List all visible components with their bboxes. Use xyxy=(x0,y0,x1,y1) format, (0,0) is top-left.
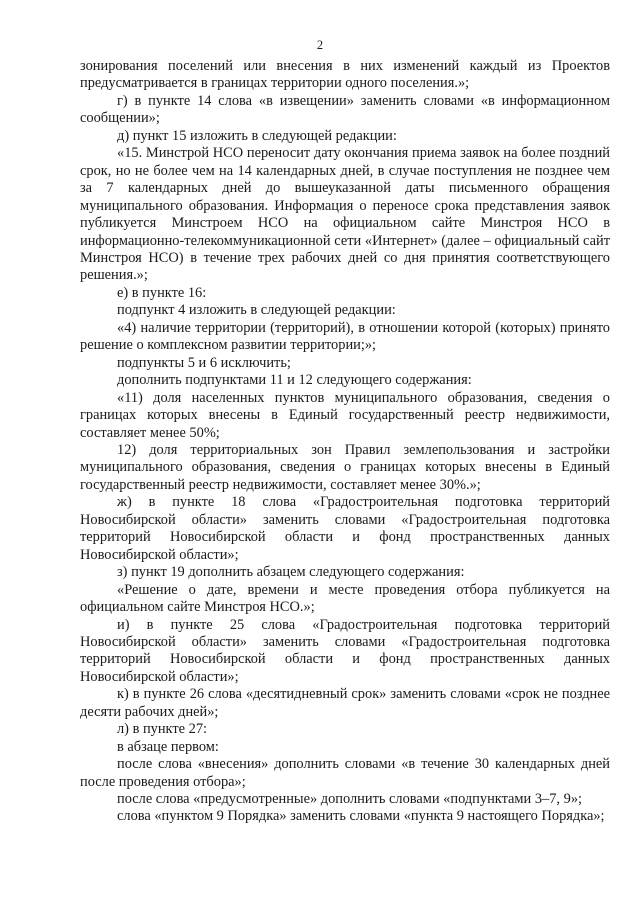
paragraph-continuation: зонирования поселений или внесения в них изменений каждый из Проектов предусматривается в границах территории одного поселения.»; xyxy=(80,58,610,92)
paragraph-item-k: к) в пункте 26 слова «десятидневный срок» заменить словами «срок не позднее десяти рабочих дней»; xyxy=(80,686,610,720)
paragraph-first-abzac: в абзаце первом: xyxy=(117,738,219,755)
paragraph-subitems-5-6: подпункты 5 и 6 исключить; xyxy=(117,354,291,371)
paragraph-item-z: з) пункт 19 дополнить абзацем следующего содержания: xyxy=(117,564,465,581)
page-number: 2 xyxy=(316,38,324,52)
paragraph-item-i: и) в пункте 25 слова «Градостроительная подготовка территорий Новосибирской области» заменить словами «Градостроительная подготовка территорий Новосибирской области и фонд пространственных данных Новосибирской области»; xyxy=(80,616,610,685)
paragraph-item-g: г) в пункте 14 слова «в извещении» заменить словами «в информационном сообщении»; xyxy=(80,92,610,127)
paragraph-item-d: д) пункт 15 изложить в следующей редакции: xyxy=(117,127,397,144)
document-body xyxy=(80,58,610,826)
paragraph-add-subitems: дополнить подпунктами 11 и 12 следующего содержания: xyxy=(117,372,472,389)
paragraph-after-vneseniya: после слова «внесения» дополнить словами «в течение 30 календарных дней после проведения отбора»; xyxy=(80,756,610,790)
paragraph-item-e: е) в пункте 16: xyxy=(117,284,207,301)
paragraph-subitem-12: 12) доля территориальных зон Правил землепользования и застройки муниципального образования, сведения о границах которых внесены в Единый государственный реестр недвижимости, составляет менее 30%.»; xyxy=(80,441,610,493)
paragraph-after-predusmotrennye: после слова «предусмотренные» дополнить словами «подпунктами 3–7, 9»; xyxy=(117,791,583,808)
paragraph-subitem-4-heading: подпункт 4 изложить в следующей редакции: xyxy=(117,302,396,319)
paragraph-subitem-11: «11) доля населенных пунктов муниципального образования, сведения о границах которых внесены в Единый государственный реестр недвижимости, составляет менее 50%; xyxy=(80,389,610,441)
paragraph-item-l: л) в пункте 27: xyxy=(117,721,208,738)
paragraph-subitem-4: «4) наличие территории (территорий), в отношении которой (которых) принято решение о комплексном развитии территории;»; xyxy=(80,319,610,354)
paragraph-item-zh: ж) в пункте 18 слова «Градостроительная подготовка территорий Новосибирской области» заменить словами «Градостроительная подготовка территорий Новосибирской области и фонд пространственных данных Новосибирской области»; xyxy=(80,494,610,563)
paragraph-clause-15: «15. Минстрой НСО переносит дату окончания приема заявок на более поздний срок, но не более чем на 14 календарных дней, в случае поступления не позднее чем за 7 календарных дней до вышеуказанной даты письменного обращения муниципального образования. Информация о переносе срока представления заявок публикуется Минстроем НСО на официальном сайте Минстроя НСО в информационно-телекоммуникационной сети «Интернет» (далее – официальный сайт Минстроя НСО) в течение трех рабочих дней со дня принятия соответствующего решения.»; xyxy=(80,145,610,284)
paragraph-replace-punkt-9: слова «пунктом 9 Порядка» заменить словами «пункта 9 настоящего Порядка»; xyxy=(117,808,605,825)
paragraph-decision-publication: «Решение о дате, времени и месте проведения отбора публикуется на официальном сайте Минстроя НСО.»; xyxy=(80,581,610,616)
